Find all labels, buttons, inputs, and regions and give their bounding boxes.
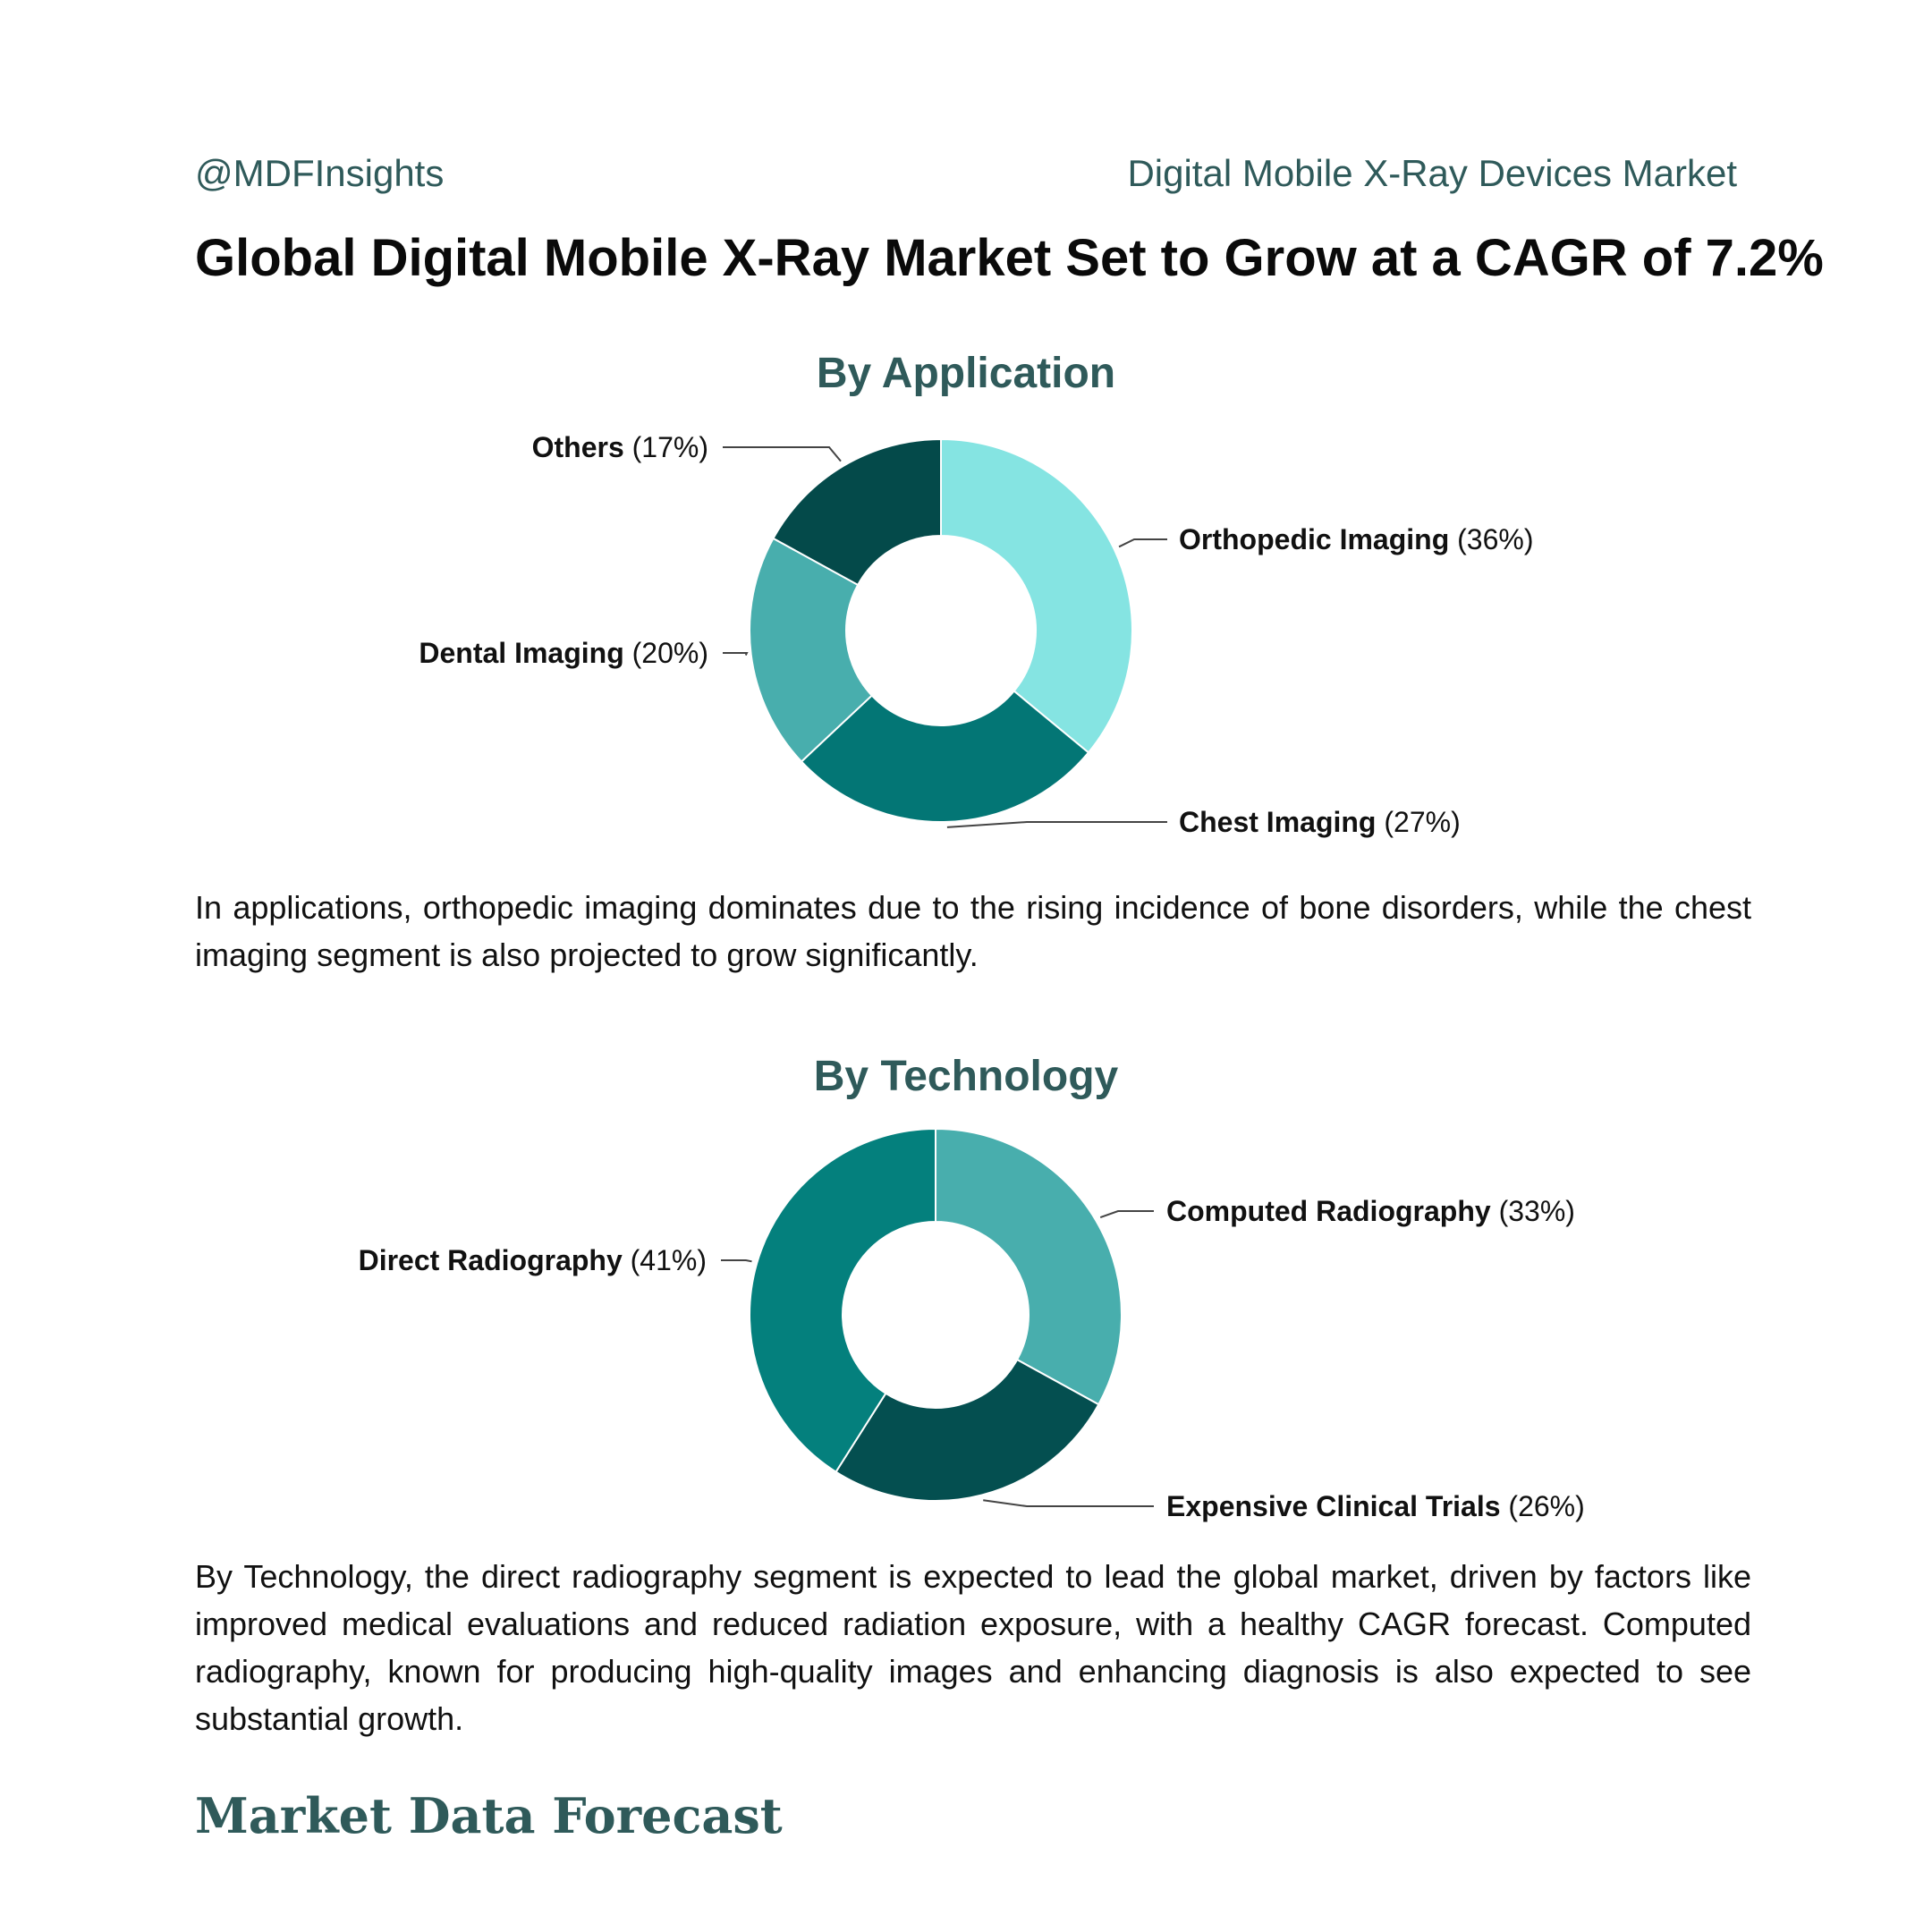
label-name-dental-imaging: Dental Imaging [419, 637, 632, 669]
leader-line-dental-imaging [723, 653, 747, 656]
leader-line-others [723, 447, 841, 462]
slice-orthopedic-imaging [941, 439, 1132, 752]
label-dental-imaging [419, 637, 708, 669]
application-donut-chart [0, 411, 1932, 859]
technology-chart-title: By Technology [813, 1053, 1119, 1100]
label-value-expensive-clinical-trials: (26%) [1508, 1490, 1585, 1522]
label-name-computed-radiography: Computed Radiography [1166, 1195, 1499, 1227]
label-name-expensive-clinical-trials: Expensive Clinical Trials [1166, 1490, 1509, 1522]
label-chest-imaging [1179, 806, 1461, 838]
label-value-orthopedic-imaging: (36%) [1457, 523, 1534, 555]
label-value-others: (17%) [631, 431, 708, 463]
label-value-dental-imaging: (20%) [631, 637, 708, 669]
label-direct-radiography [359, 1244, 707, 1276]
social-handle: @MDFInsights [195, 152, 445, 194]
label-computed-radiography [1166, 1195, 1575, 1227]
brand-logo: Market Data Forecast [195, 1787, 783, 1844]
label-expensive-clinical-trials [1166, 1490, 1585, 1522]
market-topic: Digital Mobile X-Ray Devices Market [1127, 152, 1737, 194]
technology-summary: By Technology, the direct radiography segment is expected to lead the global market, driven by factors like improved medical evaluations and reduced radiation exposure, with a healthy CAGR forecast. Computed radiography, known for producing high-quality images and enhancing diagnosis is also expected to see substantial growth. [195, 1558, 1751, 1737]
leader-line-chest-imaging [947, 822, 1167, 827]
label-value-computed-radiography: (33%) [1498, 1195, 1575, 1227]
technology-donut-chart [0, 1109, 1932, 1538]
slice-computed-radiography [936, 1129, 1122, 1404]
label-orthopedic-imaging [1179, 523, 1533, 555]
leader-line-direct-radiography [721, 1260, 751, 1261]
label-name-direct-radiography: Direct Radiography [358, 1244, 631, 1276]
label-value-direct-radiography: (41%) [630, 1244, 707, 1276]
page-title: Global Digital Mobile X-Ray Market Set to Grow at a CAGR of 7.2% [195, 229, 1824, 287]
leader-line-expensive-clinical-trials [983, 1500, 1154, 1506]
label-value-chest-imaging: (27%) [1384, 806, 1461, 838]
application-chart-title: By Application [816, 350, 1116, 397]
label-others [532, 431, 708, 463]
leader-line-orthopedic-imaging [1119, 539, 1167, 547]
application-summary: In applications, orthopedic imaging dominates due to the rising incidence of bone disorders, while the chest imaging segment is also projected to grow significantly. [195, 889, 1751, 973]
leader-line-computed-radiography [1100, 1211, 1154, 1217]
label-name-others: Others [531, 431, 632, 463]
label-name-chest-imaging: Chest Imaging [1179, 806, 1385, 838]
label-name-orthopedic-imaging: Orthopedic Imaging [1179, 523, 1458, 555]
